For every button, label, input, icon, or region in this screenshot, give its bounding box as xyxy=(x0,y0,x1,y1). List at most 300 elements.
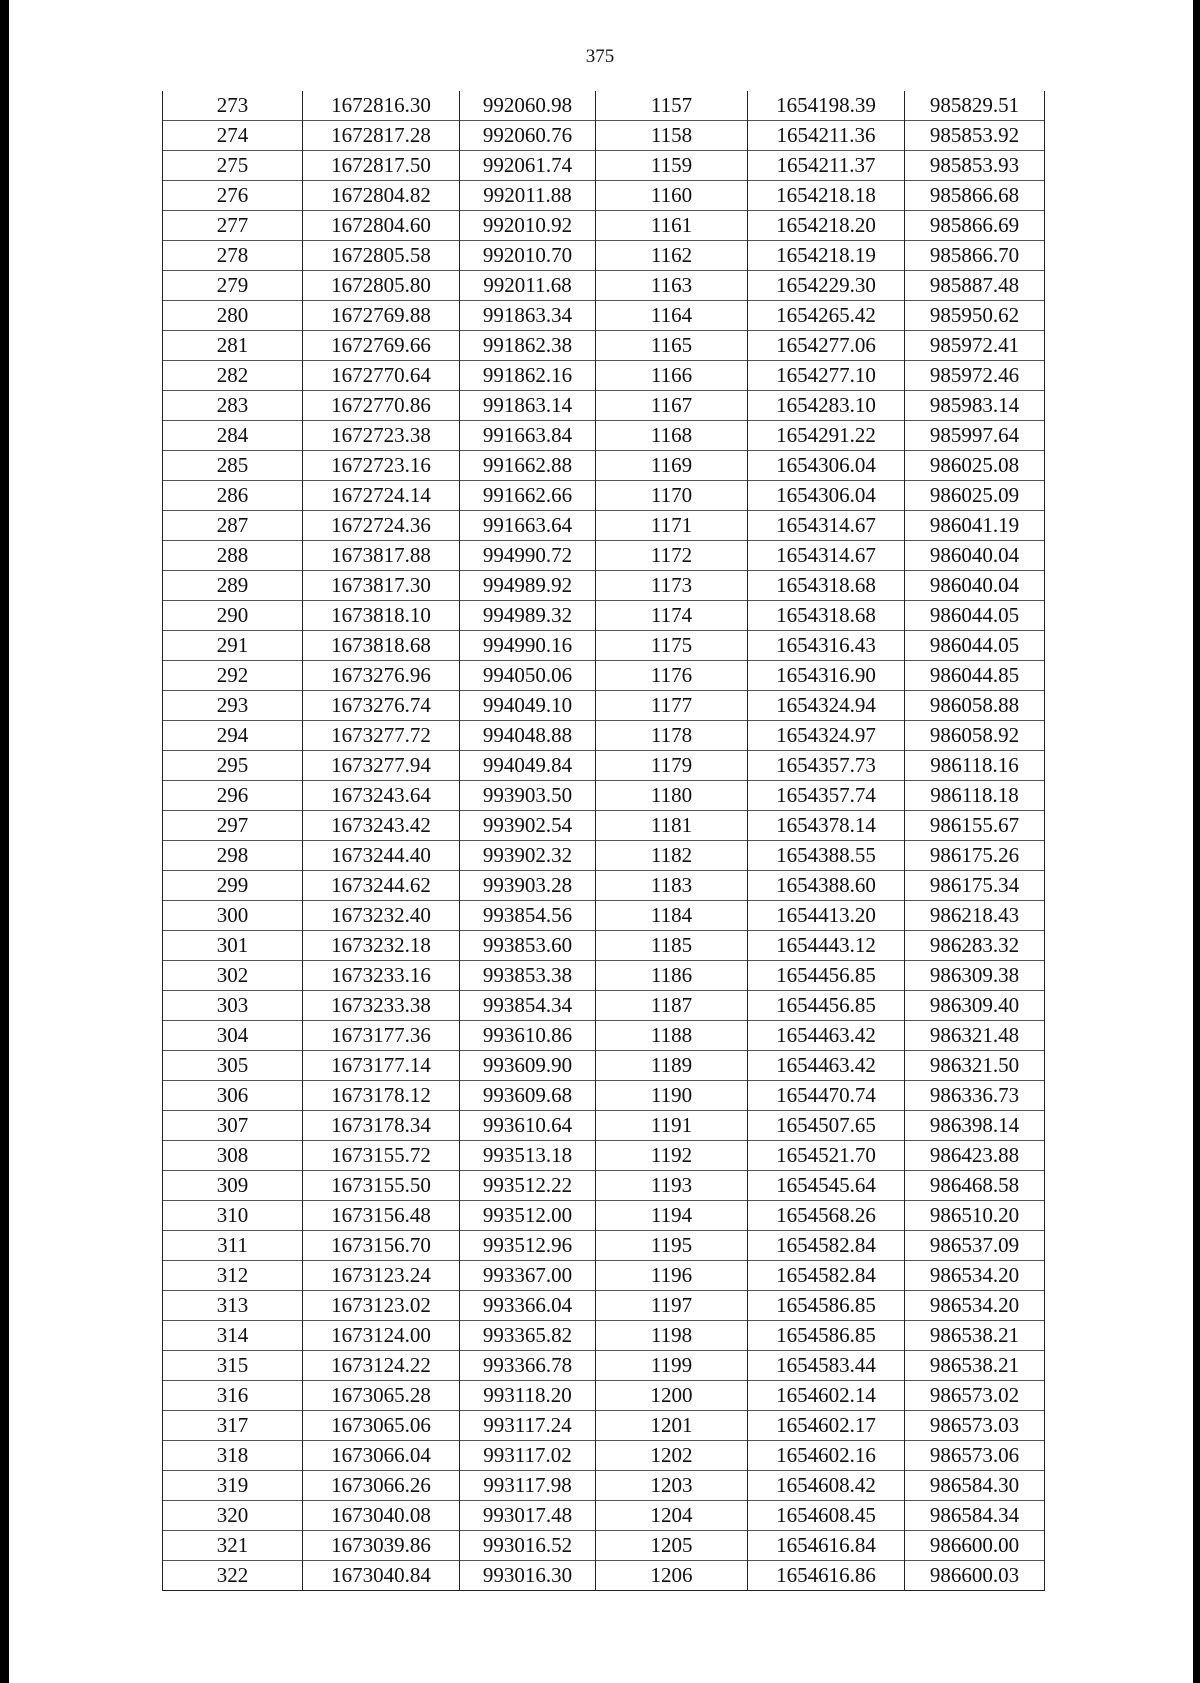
point-number-cell: 283 xyxy=(163,391,303,421)
x-coordinate-cell: 1673277.94 xyxy=(303,751,460,781)
y-coordinate-cell: 993853.60 xyxy=(460,931,596,961)
x-coordinate-cell: 1654586.85 xyxy=(748,1321,905,1351)
x-coordinate-cell: 1654456.85 xyxy=(748,991,905,1021)
table-row xyxy=(163,1171,1045,1201)
y-coordinate-cell: 985950.62 xyxy=(905,301,1045,331)
x-coordinate-cell: 1672805.80 xyxy=(303,271,460,301)
x-coordinate-cell: 1673156.70 xyxy=(303,1231,460,1261)
point-number-cell: 1157 xyxy=(596,91,748,121)
y-coordinate-cell: 994989.92 xyxy=(460,571,596,601)
x-coordinate-cell: 1654357.74 xyxy=(748,781,905,811)
x-coordinate-cell: 1654324.97 xyxy=(748,721,905,751)
x-coordinate-cell: 1654568.26 xyxy=(748,1201,905,1231)
y-coordinate-cell: 986321.48 xyxy=(905,1021,1045,1051)
y-coordinate-cell: 993365.82 xyxy=(460,1321,596,1351)
x-coordinate-cell: 1654218.18 xyxy=(748,181,905,211)
y-coordinate-cell: 986041.19 xyxy=(905,511,1045,541)
y-coordinate-cell: 993854.34 xyxy=(460,991,596,1021)
x-coordinate-cell: 1673233.38 xyxy=(303,991,460,1021)
point-number-cell: 1195 xyxy=(596,1231,748,1261)
point-number-cell: 288 xyxy=(163,541,303,571)
y-coordinate-cell: 986573.03 xyxy=(905,1411,1045,1441)
point-number-cell: 306 xyxy=(163,1081,303,1111)
x-coordinate-cell: 1654602.14 xyxy=(748,1381,905,1411)
table-row xyxy=(163,1381,1045,1411)
table-row xyxy=(163,1261,1045,1291)
y-coordinate-cell: 993512.00 xyxy=(460,1201,596,1231)
table-row xyxy=(163,481,1045,511)
y-coordinate-cell: 992060.98 xyxy=(460,91,596,121)
x-coordinate-cell: 1654388.60 xyxy=(748,871,905,901)
y-coordinate-cell: 986321.50 xyxy=(905,1051,1045,1081)
y-coordinate-cell: 991663.64 xyxy=(460,511,596,541)
x-coordinate-cell: 1673124.22 xyxy=(303,1351,460,1381)
x-coordinate-cell: 1673276.96 xyxy=(303,661,460,691)
x-coordinate-cell: 1672816.30 xyxy=(303,91,460,121)
table-row xyxy=(163,241,1045,271)
point-number-cell: 294 xyxy=(163,721,303,751)
y-coordinate-cell: 986058.88 xyxy=(905,691,1045,721)
table-row xyxy=(163,871,1045,901)
point-number-cell: 1181 xyxy=(596,811,748,841)
table-row xyxy=(163,661,1045,691)
table-row xyxy=(163,1441,1045,1471)
x-coordinate-cell: 1673243.42 xyxy=(303,811,460,841)
x-coordinate-cell: 1673232.18 xyxy=(303,931,460,961)
y-coordinate-cell: 986584.34 xyxy=(905,1501,1045,1531)
point-number-cell: 273 xyxy=(163,91,303,121)
y-coordinate-cell: 993118.20 xyxy=(460,1381,596,1411)
y-coordinate-cell: 993366.04 xyxy=(460,1291,596,1321)
y-coordinate-cell: 986538.21 xyxy=(905,1321,1045,1351)
point-number-cell: 296 xyxy=(163,781,303,811)
y-coordinate-cell: 991662.88 xyxy=(460,451,596,481)
table-row xyxy=(163,511,1045,541)
y-coordinate-cell: 986600.00 xyxy=(905,1531,1045,1561)
table-row xyxy=(163,361,1045,391)
y-coordinate-cell: 993513.18 xyxy=(460,1141,596,1171)
table-row xyxy=(163,1561,1045,1591)
x-coordinate-cell: 1673040.08 xyxy=(303,1501,460,1531)
point-number-cell: 287 xyxy=(163,511,303,541)
table-row xyxy=(163,1531,1045,1561)
y-coordinate-cell: 993016.52 xyxy=(460,1531,596,1561)
x-coordinate-cell: 1672769.66 xyxy=(303,331,460,361)
y-coordinate-cell: 993902.54 xyxy=(460,811,596,841)
point-number-cell: 1199 xyxy=(596,1351,748,1381)
x-coordinate-cell: 1673123.24 xyxy=(303,1261,460,1291)
y-coordinate-cell: 993016.30 xyxy=(460,1561,596,1591)
x-coordinate-cell: 1673066.04 xyxy=(303,1441,460,1471)
y-coordinate-cell: 994050.06 xyxy=(460,661,596,691)
x-coordinate-cell: 1673065.28 xyxy=(303,1381,460,1411)
x-coordinate-cell: 1654456.85 xyxy=(748,961,905,991)
x-coordinate-cell: 1673066.26 xyxy=(303,1471,460,1501)
table-row xyxy=(163,571,1045,601)
x-coordinate-cell: 1654521.70 xyxy=(748,1141,905,1171)
table-row xyxy=(163,811,1045,841)
x-coordinate-cell: 1673178.12 xyxy=(303,1081,460,1111)
y-coordinate-cell: 993609.90 xyxy=(460,1051,596,1081)
point-number-cell: 276 xyxy=(163,181,303,211)
y-coordinate-cell: 986175.34 xyxy=(905,871,1045,901)
x-coordinate-cell: 1673243.64 xyxy=(303,781,460,811)
y-coordinate-cell: 994989.32 xyxy=(460,601,596,631)
x-coordinate-cell: 1673123.02 xyxy=(303,1291,460,1321)
point-number-cell: 1160 xyxy=(596,181,748,211)
y-coordinate-cell: 986534.20 xyxy=(905,1291,1045,1321)
x-coordinate-cell: 1654608.42 xyxy=(748,1471,905,1501)
y-coordinate-cell: 986044.05 xyxy=(905,631,1045,661)
point-number-cell: 1163 xyxy=(596,271,748,301)
table-row xyxy=(163,271,1045,301)
x-coordinate-cell: 1654277.10 xyxy=(748,361,905,391)
x-coordinate-cell: 1673817.30 xyxy=(303,571,460,601)
point-number-cell: 274 xyxy=(163,121,303,151)
y-coordinate-cell: 993367.00 xyxy=(460,1261,596,1291)
x-coordinate-cell: 1654582.84 xyxy=(748,1231,905,1261)
x-coordinate-cell: 1654291.22 xyxy=(748,421,905,451)
y-coordinate-cell: 986534.20 xyxy=(905,1261,1045,1291)
y-coordinate-cell: 991662.66 xyxy=(460,481,596,511)
y-coordinate-cell: 994049.84 xyxy=(460,751,596,781)
point-number-cell: 1197 xyxy=(596,1291,748,1321)
y-coordinate-cell: 994990.16 xyxy=(460,631,596,661)
table-row xyxy=(163,211,1045,241)
x-coordinate-cell: 1672770.64 xyxy=(303,361,460,391)
table-row xyxy=(163,691,1045,721)
x-coordinate-cell: 1654314.67 xyxy=(748,511,905,541)
table-row xyxy=(163,1471,1045,1501)
point-number-cell: 280 xyxy=(163,301,303,331)
table-row xyxy=(163,1201,1045,1231)
point-number-cell: 1206 xyxy=(596,1561,748,1591)
y-coordinate-cell: 993902.32 xyxy=(460,841,596,871)
point-number-cell: 302 xyxy=(163,961,303,991)
point-number-cell: 1196 xyxy=(596,1261,748,1291)
x-coordinate-cell: 1672769.88 xyxy=(303,301,460,331)
table-row xyxy=(163,961,1045,991)
table-row xyxy=(163,181,1045,211)
y-coordinate-cell: 993117.02 xyxy=(460,1441,596,1471)
x-coordinate-cell: 1654357.73 xyxy=(748,751,905,781)
y-coordinate-cell: 985853.92 xyxy=(905,121,1045,151)
point-number-cell: 301 xyxy=(163,931,303,961)
x-coordinate-cell: 1654316.90 xyxy=(748,661,905,691)
point-number-cell: 305 xyxy=(163,1051,303,1081)
x-coordinate-cell: 1654218.19 xyxy=(748,241,905,271)
table-row xyxy=(163,1111,1045,1141)
point-number-cell: 1164 xyxy=(596,301,748,331)
point-number-cell: 291 xyxy=(163,631,303,661)
scan-edge-right xyxy=(1193,0,1200,1683)
y-coordinate-cell: 993853.38 xyxy=(460,961,596,991)
x-coordinate-cell: 1654316.43 xyxy=(748,631,905,661)
table-row xyxy=(163,601,1045,631)
x-coordinate-cell: 1654602.17 xyxy=(748,1411,905,1441)
y-coordinate-cell: 986398.14 xyxy=(905,1111,1045,1141)
point-number-cell: 1175 xyxy=(596,631,748,661)
y-coordinate-cell: 985887.48 xyxy=(905,271,1045,301)
y-coordinate-cell: 986175.26 xyxy=(905,841,1045,871)
point-number-cell: 286 xyxy=(163,481,303,511)
y-coordinate-cell: 992010.92 xyxy=(460,211,596,241)
point-number-cell: 312 xyxy=(163,1261,303,1291)
table-row xyxy=(163,301,1045,331)
x-coordinate-cell: 1654616.86 xyxy=(748,1561,905,1591)
x-coordinate-cell: 1673244.40 xyxy=(303,841,460,871)
table-row xyxy=(163,91,1045,121)
y-coordinate-cell: 986573.02 xyxy=(905,1381,1045,1411)
y-coordinate-cell: 986537.09 xyxy=(905,1231,1045,1261)
point-number-cell: 1159 xyxy=(596,151,748,181)
point-number-cell: 1186 xyxy=(596,961,748,991)
point-number-cell: 279 xyxy=(163,271,303,301)
x-coordinate-cell: 1654306.04 xyxy=(748,451,905,481)
x-coordinate-cell: 1672817.50 xyxy=(303,151,460,181)
y-coordinate-cell: 986118.16 xyxy=(905,751,1045,781)
point-number-cell: 322 xyxy=(163,1561,303,1591)
point-number-cell: 1176 xyxy=(596,661,748,691)
table-row xyxy=(163,331,1045,361)
x-coordinate-cell: 1654229.30 xyxy=(748,271,905,301)
table-row xyxy=(163,751,1045,781)
y-coordinate-cell: 986423.88 xyxy=(905,1141,1045,1171)
y-coordinate-cell: 985972.41 xyxy=(905,331,1045,361)
x-coordinate-cell: 1673065.06 xyxy=(303,1411,460,1441)
x-coordinate-cell: 1673177.14 xyxy=(303,1051,460,1081)
point-number-cell: 319 xyxy=(163,1471,303,1501)
point-number-cell: 311 xyxy=(163,1231,303,1261)
point-number-cell: 1188 xyxy=(596,1021,748,1051)
y-coordinate-cell: 994990.72 xyxy=(460,541,596,571)
x-coordinate-cell: 1673155.72 xyxy=(303,1141,460,1171)
point-number-cell: 1190 xyxy=(596,1081,748,1111)
y-coordinate-cell: 986044.85 xyxy=(905,661,1045,691)
x-coordinate-cell: 1673233.16 xyxy=(303,961,460,991)
x-coordinate-cell: 1672770.86 xyxy=(303,391,460,421)
y-coordinate-cell: 994048.88 xyxy=(460,721,596,751)
y-coordinate-cell: 994049.10 xyxy=(460,691,596,721)
table-row xyxy=(163,451,1045,481)
y-coordinate-cell: 991863.14 xyxy=(460,391,596,421)
point-number-cell: 299 xyxy=(163,871,303,901)
y-coordinate-cell: 985983.14 xyxy=(905,391,1045,421)
point-number-cell: 321 xyxy=(163,1531,303,1561)
y-coordinate-cell: 985866.70 xyxy=(905,241,1045,271)
table-row xyxy=(163,781,1045,811)
y-coordinate-cell: 993610.64 xyxy=(460,1111,596,1141)
x-coordinate-cell: 1673276.74 xyxy=(303,691,460,721)
point-number-cell: 285 xyxy=(163,451,303,481)
y-coordinate-cell: 986600.03 xyxy=(905,1561,1045,1591)
x-coordinate-cell: 1654218.20 xyxy=(748,211,905,241)
point-number-cell: 300 xyxy=(163,901,303,931)
y-coordinate-cell: 993117.24 xyxy=(460,1411,596,1441)
point-number-cell: 1187 xyxy=(596,991,748,1021)
table-row xyxy=(163,151,1045,181)
point-number-cell: 278 xyxy=(163,241,303,271)
y-coordinate-cell: 986155.67 xyxy=(905,811,1045,841)
x-coordinate-cell: 1673818.10 xyxy=(303,601,460,631)
point-number-cell: 1205 xyxy=(596,1531,748,1561)
y-coordinate-cell: 992010.70 xyxy=(460,241,596,271)
x-coordinate-cell: 1654211.37 xyxy=(748,151,905,181)
x-coordinate-cell: 1673818.68 xyxy=(303,631,460,661)
point-number-cell: 289 xyxy=(163,571,303,601)
point-number-cell: 314 xyxy=(163,1321,303,1351)
x-coordinate-cell: 1654507.65 xyxy=(748,1111,905,1141)
page-number: 375 xyxy=(585,46,615,67)
x-coordinate-cell: 1673039.86 xyxy=(303,1531,460,1561)
x-coordinate-cell: 1673178.34 xyxy=(303,1111,460,1141)
y-coordinate-cell: 986058.92 xyxy=(905,721,1045,751)
x-coordinate-cell: 1654388.55 xyxy=(748,841,905,871)
scan-edge-left xyxy=(0,0,9,1683)
x-coordinate-cell: 1654470.74 xyxy=(748,1081,905,1111)
y-coordinate-cell: 992011.88 xyxy=(460,181,596,211)
y-coordinate-cell: 992011.68 xyxy=(460,271,596,301)
point-number-cell: 309 xyxy=(163,1171,303,1201)
table-row xyxy=(163,541,1045,571)
y-coordinate-cell: 993903.28 xyxy=(460,871,596,901)
point-number-cell: 1170 xyxy=(596,481,748,511)
x-coordinate-cell: 1673244.62 xyxy=(303,871,460,901)
x-coordinate-cell: 1673177.36 xyxy=(303,1021,460,1051)
table-row xyxy=(163,1141,1045,1171)
y-coordinate-cell: 985866.69 xyxy=(905,211,1045,241)
x-coordinate-cell: 1673155.50 xyxy=(303,1171,460,1201)
point-number-cell: 295 xyxy=(163,751,303,781)
point-number-cell: 1202 xyxy=(596,1441,748,1471)
coordinate-table-body xyxy=(163,91,1045,1591)
x-coordinate-cell: 1672723.38 xyxy=(303,421,460,451)
y-coordinate-cell: 993610.86 xyxy=(460,1021,596,1051)
y-coordinate-cell: 985829.51 xyxy=(905,91,1045,121)
point-number-cell: 1169 xyxy=(596,451,748,481)
x-coordinate-cell: 1672805.58 xyxy=(303,241,460,271)
point-number-cell: 1168 xyxy=(596,421,748,451)
table-row xyxy=(163,1291,1045,1321)
x-coordinate-cell: 1654378.14 xyxy=(748,811,905,841)
point-number-cell: 303 xyxy=(163,991,303,1021)
y-coordinate-cell: 993903.50 xyxy=(460,781,596,811)
x-coordinate-cell: 1673277.72 xyxy=(303,721,460,751)
point-number-cell: 308 xyxy=(163,1141,303,1171)
y-coordinate-cell: 986118.18 xyxy=(905,781,1045,811)
y-coordinate-cell: 991663.84 xyxy=(460,421,596,451)
y-coordinate-cell: 985972.46 xyxy=(905,361,1045,391)
y-coordinate-cell: 993512.96 xyxy=(460,1231,596,1261)
y-coordinate-cell: 985866.68 xyxy=(905,181,1045,211)
coordinate-table xyxy=(162,91,1045,1591)
x-coordinate-cell: 1673124.00 xyxy=(303,1321,460,1351)
x-coordinate-cell: 1654608.45 xyxy=(748,1501,905,1531)
point-number-cell: 1193 xyxy=(596,1171,748,1201)
point-number-cell: 313 xyxy=(163,1291,303,1321)
y-coordinate-cell: 986468.58 xyxy=(905,1171,1045,1201)
y-coordinate-cell: 986040.04 xyxy=(905,541,1045,571)
point-number-cell: 1204 xyxy=(596,1501,748,1531)
table-row xyxy=(163,1501,1045,1531)
point-number-cell: 1198 xyxy=(596,1321,748,1351)
x-coordinate-cell: 1654318.68 xyxy=(748,571,905,601)
point-number-cell: 290 xyxy=(163,601,303,631)
x-coordinate-cell: 1654318.68 xyxy=(748,601,905,631)
x-coordinate-cell: 1654443.12 xyxy=(748,931,905,961)
y-coordinate-cell: 986309.38 xyxy=(905,961,1045,991)
point-number-cell: 315 xyxy=(163,1351,303,1381)
y-coordinate-cell: 991862.16 xyxy=(460,361,596,391)
table-row xyxy=(163,1411,1045,1441)
point-number-cell: 320 xyxy=(163,1501,303,1531)
point-number-cell: 1174 xyxy=(596,601,748,631)
point-number-cell: 1191 xyxy=(596,1111,748,1141)
table-row xyxy=(163,991,1045,1021)
point-number-cell: 316 xyxy=(163,1381,303,1411)
x-coordinate-cell: 1673232.40 xyxy=(303,901,460,931)
y-coordinate-cell: 986025.09 xyxy=(905,481,1045,511)
table-row xyxy=(163,421,1045,451)
y-coordinate-cell: 993117.98 xyxy=(460,1471,596,1501)
point-number-cell: 275 xyxy=(163,151,303,181)
y-coordinate-cell: 986584.30 xyxy=(905,1471,1045,1501)
x-coordinate-cell: 1654314.67 xyxy=(748,541,905,571)
point-number-cell: 1173 xyxy=(596,571,748,601)
x-coordinate-cell: 1672724.36 xyxy=(303,511,460,541)
point-number-cell: 1184 xyxy=(596,901,748,931)
table-row xyxy=(163,841,1045,871)
y-coordinate-cell: 985853.93 xyxy=(905,151,1045,181)
point-number-cell: 1192 xyxy=(596,1141,748,1171)
table-row xyxy=(163,121,1045,151)
point-number-cell: 304 xyxy=(163,1021,303,1051)
point-number-cell: 1172 xyxy=(596,541,748,571)
point-number-cell: 1180 xyxy=(596,781,748,811)
y-coordinate-cell: 986044.05 xyxy=(905,601,1045,631)
x-coordinate-cell: 1654582.84 xyxy=(748,1261,905,1291)
y-coordinate-cell: 986283.32 xyxy=(905,931,1045,961)
x-coordinate-cell: 1654583.44 xyxy=(748,1351,905,1381)
point-number-cell: 1185 xyxy=(596,931,748,961)
point-number-cell: 284 xyxy=(163,421,303,451)
table-row xyxy=(163,1231,1045,1261)
x-coordinate-cell: 1672804.60 xyxy=(303,211,460,241)
point-number-cell: 1167 xyxy=(596,391,748,421)
point-number-cell: 282 xyxy=(163,361,303,391)
y-coordinate-cell: 993366.78 xyxy=(460,1351,596,1381)
point-number-cell: 297 xyxy=(163,811,303,841)
x-coordinate-cell: 1654277.06 xyxy=(748,331,905,361)
y-coordinate-cell: 986025.08 xyxy=(905,451,1045,481)
point-number-cell: 310 xyxy=(163,1201,303,1231)
y-coordinate-cell: 992060.76 xyxy=(460,121,596,151)
y-coordinate-cell: 986040.04 xyxy=(905,571,1045,601)
y-coordinate-cell: 991862.38 xyxy=(460,331,596,361)
y-coordinate-cell: 993609.68 xyxy=(460,1081,596,1111)
x-coordinate-cell: 1654602.16 xyxy=(748,1441,905,1471)
y-coordinate-cell: 993017.48 xyxy=(460,1501,596,1531)
point-number-cell: 1178 xyxy=(596,721,748,751)
x-coordinate-cell: 1654211.36 xyxy=(748,121,905,151)
y-coordinate-cell: 986510.20 xyxy=(905,1201,1045,1231)
y-coordinate-cell: 986218.43 xyxy=(905,901,1045,931)
point-number-cell: 317 xyxy=(163,1411,303,1441)
x-coordinate-cell: 1673040.84 xyxy=(303,1561,460,1591)
x-coordinate-cell: 1654463.42 xyxy=(748,1021,905,1051)
x-coordinate-cell: 1654616.84 xyxy=(748,1531,905,1561)
x-coordinate-cell: 1654324.94 xyxy=(748,691,905,721)
